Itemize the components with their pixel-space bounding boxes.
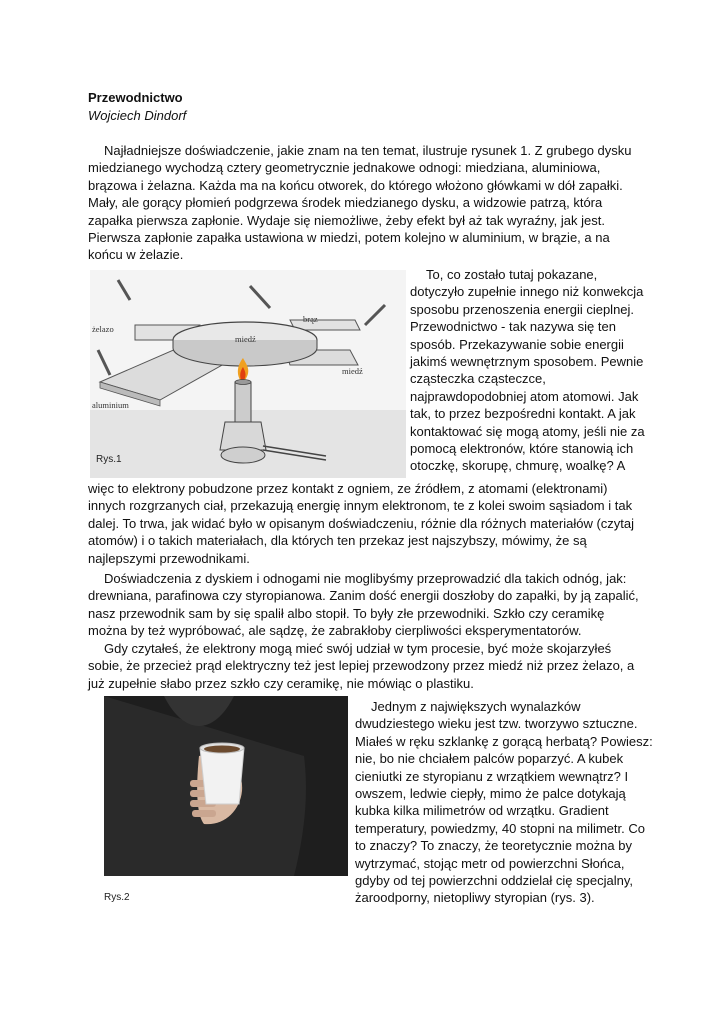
styrofoam-cup-photo [104,696,348,910]
paragraph-5-side: Jednym z największych wynalazków dwudziestego wieku jest tzw. tworzywo sztuczne. Miałeś w ręku szklankę z gorącą herbatą? Powiesz: nie, bo nie chciałem palców poparzyć. A kubek cieniutki ze styropianu z wrzątkiem wewnątrz? I owszem, ledwie ciepły, mimo że palce dotykają kubka kilka milimetrów od wrzątku. Gradient temperatury, powiedzmy, 40 stopni na milimetr. Co to znaczy? To znaczy, że teoretycznie można by wytrzymać, stojąc metr od powierzchni Słońca, gdyby od tej powierzchni oddzielał cię specjalny, żaroodporny, nietopliwy styropian (rys. 3). [355,699,653,906]
article-author: Wojciech Dindorf [88,108,187,123]
figure-1-illustration [90,270,406,478]
paragraph-4: Gdy czytałeś, że elektrony mogą mieć swój udział w tym procesie, być może skojarzyłeś sobie, że przecież prąd elektryczny też jest lepiej przewodzony przez miedź niż przez żelazo, a już zupełnie słabo przez szkło czy ceramikę, nie mówiąc o plastiku. [88,641,635,691]
figure-2-caption: Rys.2 [104,892,130,903]
article-title: Przewodnictwo [88,90,183,105]
label-iron: żelazo [92,324,114,334]
paragraph-3: Doświadczenia z dyskiem i odnogami nie moglibyśmy przeprowadzić dla takich odnóg, jak: drewniana, parafinowa czy styropianowa. Zanim dość energii doszłoby do zapałki, by ją zapalić, nasz przewodnik sam by się spalił albo stopił. To były złe przewodniki. Szkło czy ceramikę można by też wypróbować, ale sądzę, że zabrakłoby cierpliwości eksperymentatorów. [88,571,639,639]
figure-2-photo [104,696,348,910]
label-copper: miedź [235,334,256,344]
figure-1-caption: Rys.1 [96,454,122,465]
label-copper-arm: miedź [342,366,363,376]
label-aluminium: aluminium [92,400,129,410]
paragraph-2-continued: więc to elektrony pobudzone przez kontakt z ogniem, ze źródłem, z atomami (elektronami) innych rozgrzanych ciał, przekazują energię innym elektronom, te z kolei swoim sąsiadom i tak dalej. To trwa, jak widać było w opisanym doświadczeniu, różnie dla różnych materiałów (czytaj atomów) i o takich materiałach, dla których ten przekaz jest najszybszy, mówimy, że są najlepszymi przewodnikami. [88,481,634,566]
paragraph-2-side: To, co zostało tutaj pokazane, dotyczyło zupełnie innego niż konwekcja sposobu przenoszenia energii cieplnej. Przewodnictwo - tak nazywa się ten sposób. Przekazywanie sobie energii jakimś wewnętrznym sposobem. Pewnie cząsteczka cząsteczce, najprawdopodobniej atom atomowi. Jak tak, to przez bezpośredni kontakt. A jak kontaktować się mogą atomy, jeśli nie za pomocą elektronów, które stanowią ich otoczkę, skorupę, chmurę, woalkę? A [410,267,645,474]
paragraph-1: Najładniejsze doświadczenie, jakie znam na ten temat, ilustruje rysunek 1. Z grubego dysku miedzianego wychodzą cztery geometrycznie jednakowe odnogi: miedziana, aluminiowa, brązowa i żelazna. Każda ma na końcu otworek, do którego włożono główkami w dół zapałki. Mały, ale gorący płomień podgrzewa środek miedzianego dysku, a widzowie patrzą, która zapałka pierwsza zapłonie. Wydaje się niemożliwe, żeby efekt był aż tak wyraźny, jak jest. Pierwsza zapłonie zapałka ustawiona w miedzi, potem kolejno w aluminium, w brązie, a na końcu w żelazie. [88,143,632,263]
label-bronze: brąz [303,314,318,324]
